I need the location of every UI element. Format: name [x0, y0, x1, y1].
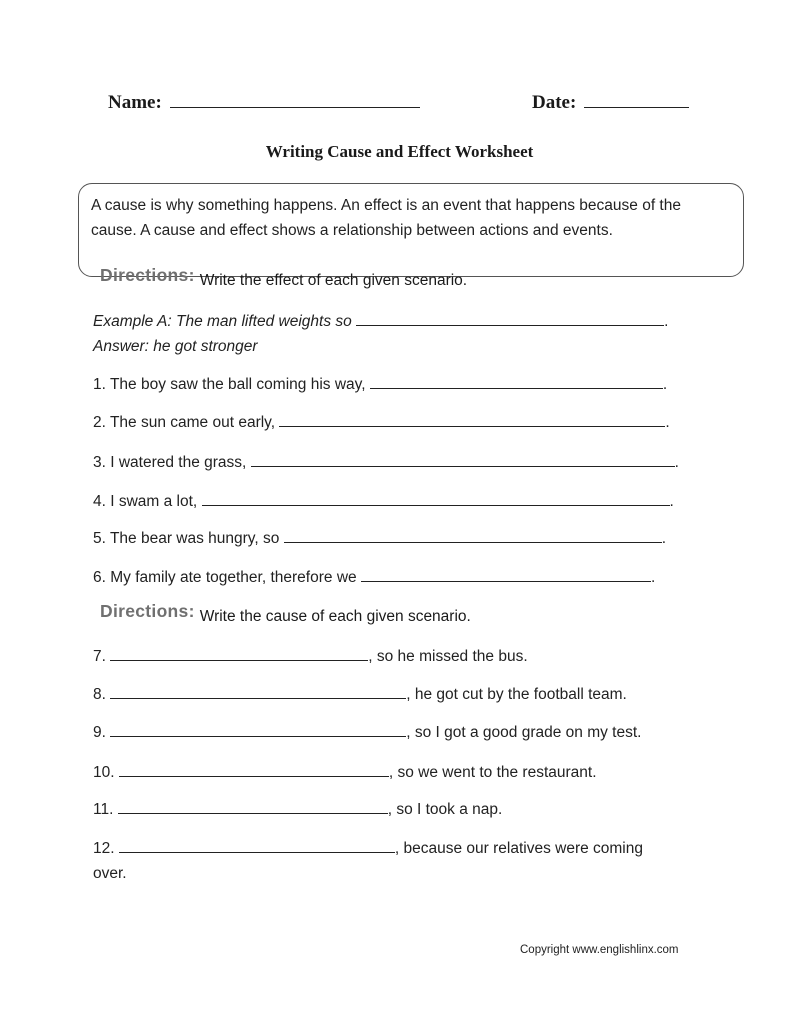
- answer-blank-3[interactable]: [251, 454, 675, 467]
- answer-blank-5[interactable]: [284, 530, 662, 543]
- question-text: , he got cut by the football team.: [406, 686, 627, 703]
- question-text: 2. The sun came out early,: [93, 414, 276, 431]
- question-text: , so I took a nap.: [387, 801, 503, 818]
- question-text: 6. My family ate together, therefore we: [93, 569, 357, 586]
- answer-blank-2[interactable]: [279, 414, 665, 427]
- effect-question-4: 4. I swam a lot, .: [93, 493, 674, 510]
- directions-instruction: Write the cause of each given scenario.: [199, 608, 471, 625]
- name-field[interactable]: [108, 92, 420, 114]
- date-label: Date:: [532, 92, 577, 113]
- name-blank[interactable]: [170, 107, 420, 108]
- copyright-notice: Copyright www.englishlinx.com: [520, 944, 679, 956]
- directions-label: Directions:: [100, 601, 195, 621]
- definition-line-1: A cause is why something happens. An effect is an event that happens because of the: [91, 197, 681, 214]
- question-text: , because our relatives were coming: [394, 840, 643, 857]
- directions-cause: [100, 601, 471, 626]
- cause-question-11: [93, 801, 502, 819]
- effect-question-2: 2. The sun came out early, .: [93, 414, 670, 431]
- directions-effect: [100, 265, 468, 290]
- cause-question-12: [93, 840, 643, 858]
- question-number: 8.: [93, 686, 106, 703]
- answer-blank-1[interactable]: [370, 376, 663, 389]
- answer-blank-12[interactable]: [119, 840, 395, 853]
- definition-line-2: cause. A cause and effect shows a relationship between actions and events.: [91, 222, 613, 239]
- definition-box: [78, 183, 744, 277]
- answer-blank-4[interactable]: [202, 493, 670, 506]
- effect-question-3: 3. I watered the grass, .: [93, 454, 679, 471]
- question-text: 3. I watered the grass,: [93, 454, 247, 471]
- example-blank: [356, 313, 664, 326]
- example-prompt: Example A: The man lifted weights so: [93, 313, 352, 330]
- question-text: , so we went to the restaurant.: [388, 764, 597, 781]
- question-number: 10.: [93, 764, 115, 781]
- directions-instruction: Write the effect of each given scenario.: [199, 272, 468, 289]
- example-prompt-row: Example A: The man lifted weights so .: [93, 313, 669, 330]
- answer-blank-7[interactable]: [110, 648, 368, 661]
- question-number: 7.: [93, 648, 106, 665]
- cause-question-10: [93, 764, 597, 782]
- worksheet-title: Writing Cause and Effect Worksheet: [265, 142, 534, 161]
- date-blank[interactable]: [584, 107, 689, 108]
- answer-blank-8[interactable]: [110, 686, 406, 699]
- question-text: 5. The bear was hungry, so: [93, 530, 280, 547]
- cause-question-9: [93, 724, 641, 742]
- question-text: 4. I swam a lot,: [93, 493, 198, 510]
- question-text: , so I got a good grade on my test.: [406, 724, 642, 741]
- question-number: 9.: [93, 724, 106, 741]
- answer-blank-11[interactable]: [118, 801, 388, 814]
- question-number: 12.: [93, 840, 115, 857]
- effect-question-6: 6. My family ate together, therefore we .: [93, 569, 656, 586]
- effect-question-1: 1. The boy saw the ball coming his way, .: [93, 376, 668, 393]
- cause-question-12-continuation: over.: [93, 865, 127, 882]
- name-label: Name:: [108, 92, 162, 113]
- effect-question-5: 5. The bear was hungry, so .: [93, 530, 667, 547]
- directions-label: Directions:: [100, 265, 195, 285]
- date-field[interactable]: [532, 92, 689, 114]
- example-answer: Answer: he got stronger: [93, 338, 258, 355]
- question-number: 11.: [93, 801, 114, 818]
- answer-blank-10[interactable]: [119, 764, 389, 777]
- answer-blank-6[interactable]: [361, 569, 651, 582]
- cause-question-8: [93, 686, 627, 704]
- question-text: , so he missed the bus.: [368, 648, 528, 665]
- cause-question-7: [93, 648, 528, 666]
- question-text: 1. The boy saw the ball coming his way,: [93, 376, 366, 393]
- answer-blank-9[interactable]: [110, 724, 406, 737]
